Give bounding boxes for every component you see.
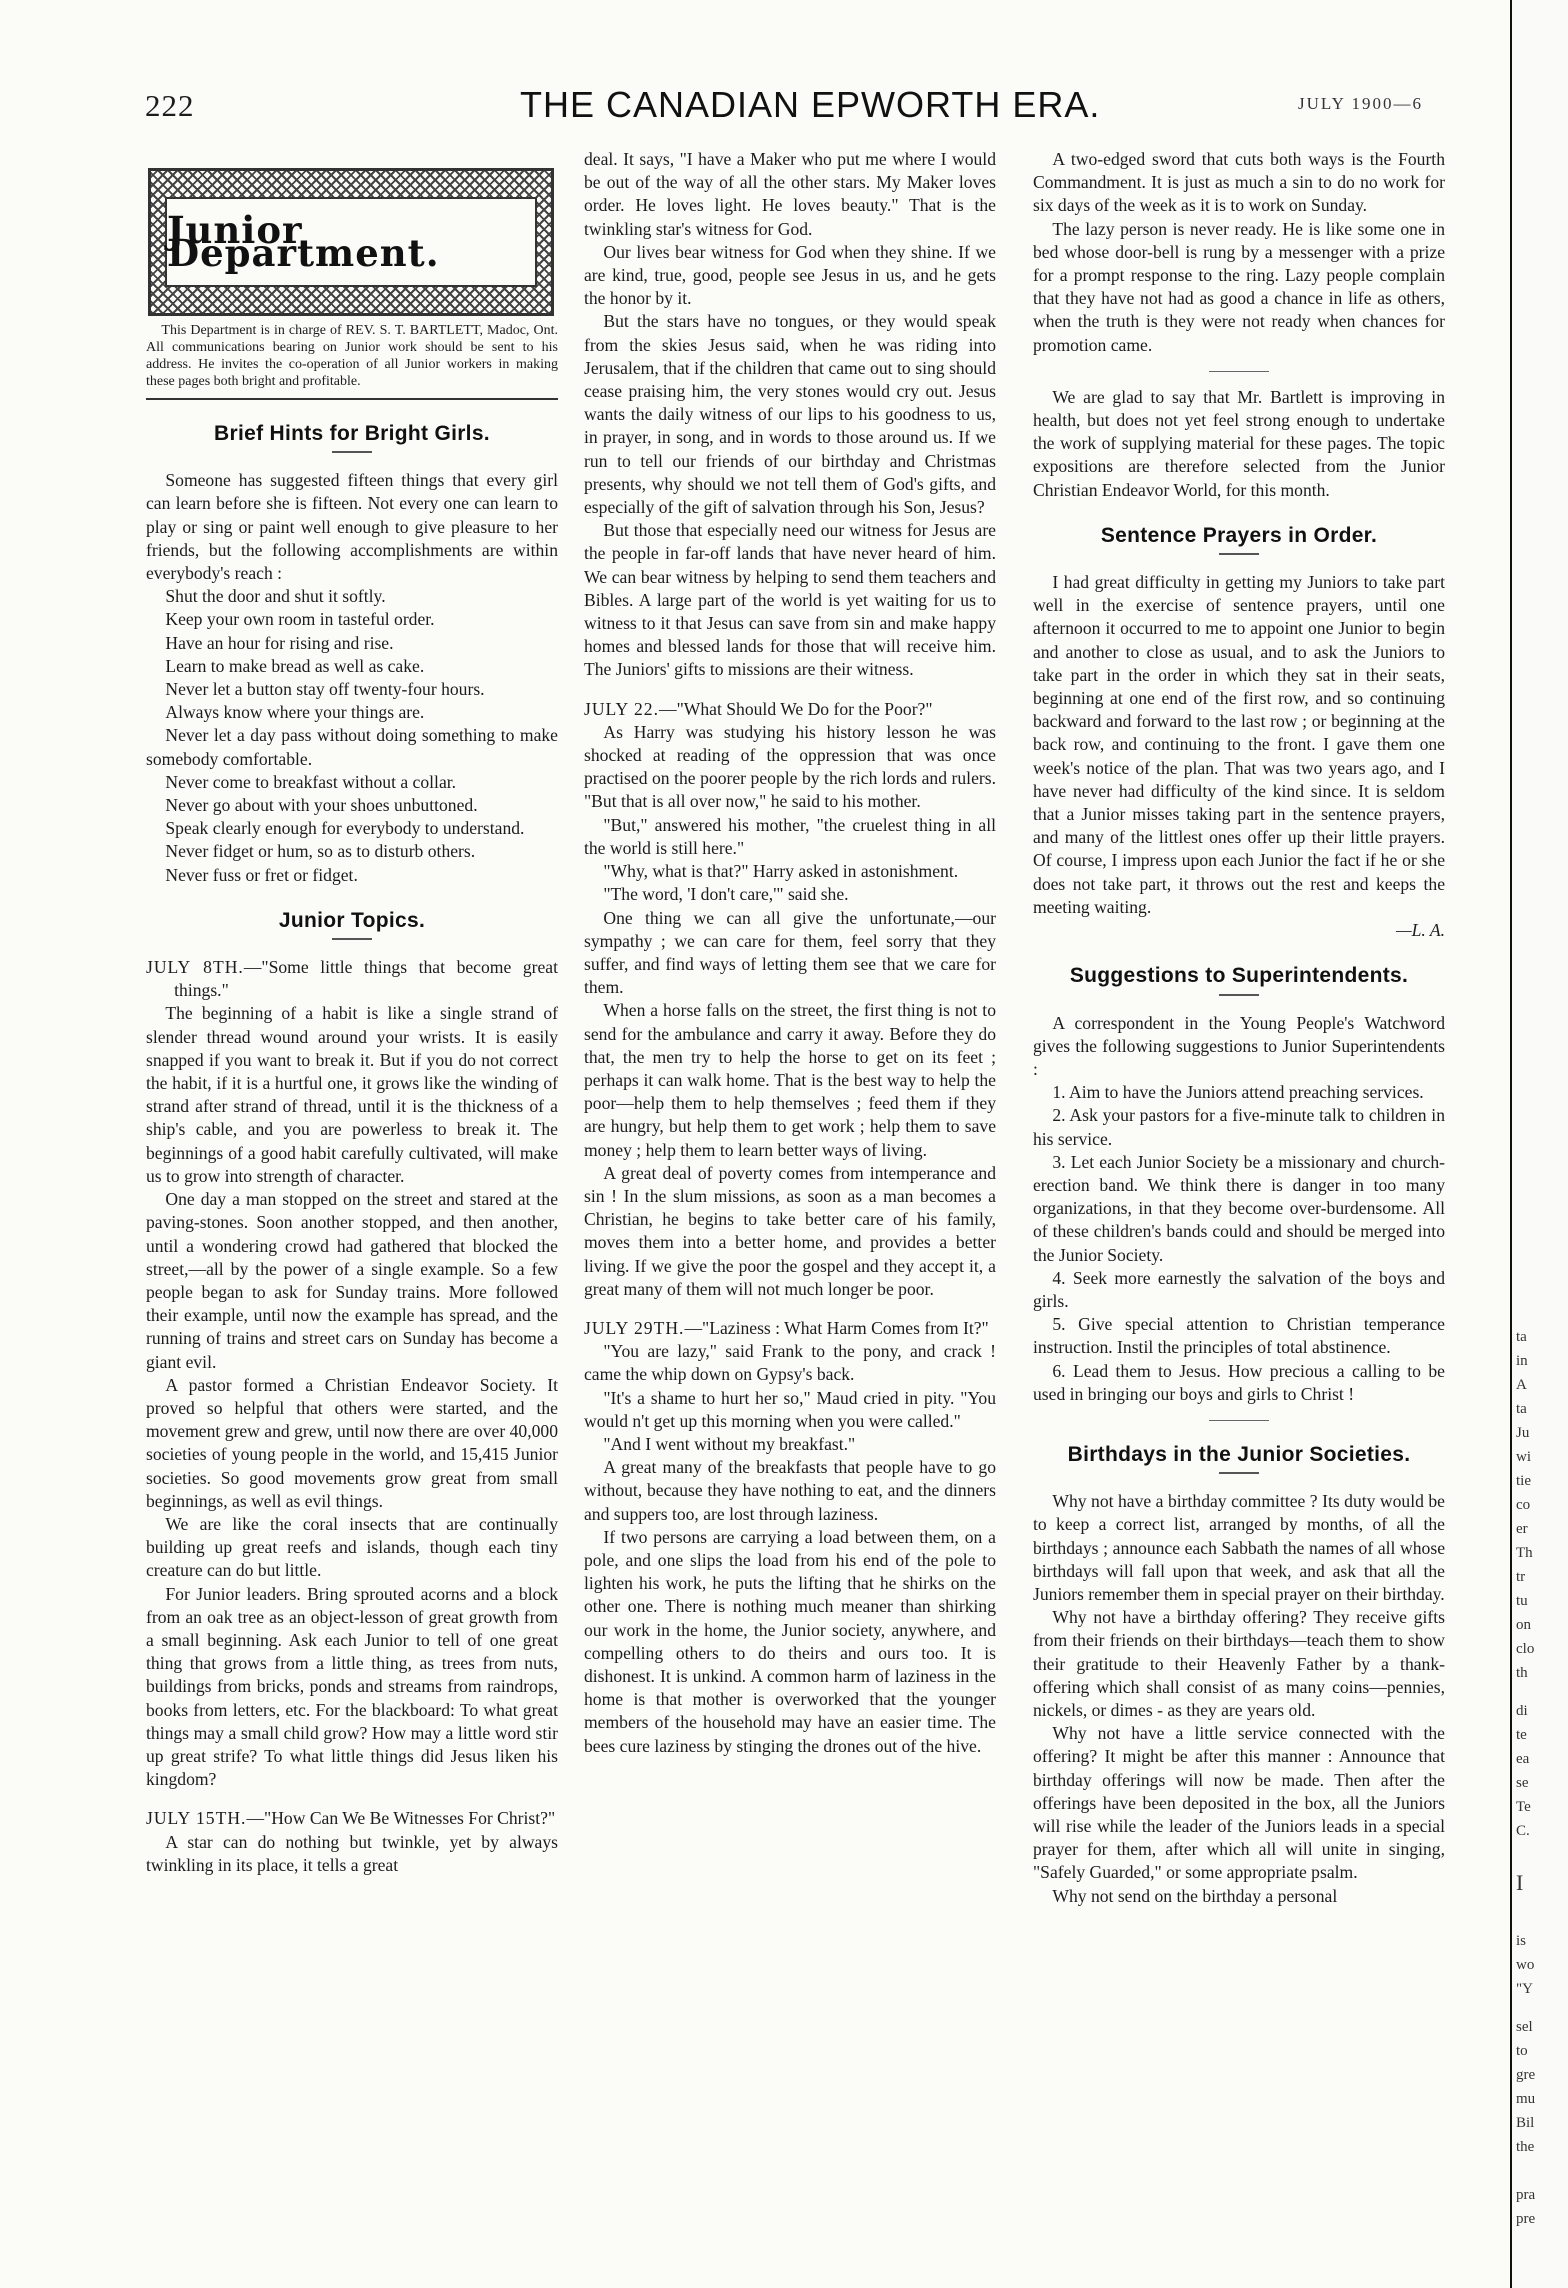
paragraph: One day a man stopped on the street and stared at the paving-stones. Soon another stopped, and then another, until a wondering crowd had gathered that blocked the street,—all by the power of a single example. So a few people began to ask for Sunday trains. More followed their example, until now the example has spread, and the running of trains and street cars on Sunday has become a giant evil. xyxy=(146,1189,558,1372)
paragraph: When a horse falls on the street, the first thing is not to send for the ambulance and carry it away. Before they do that, the men try to help the horse to get on its feet ; perhaps it can walk home. That is the best way to help the poor—help them to help themselves ; feed them if they are hungry, but help them to get work ; help them to save money ; help them to learn better ways of living. xyxy=(584,1000,996,1160)
list-item: 4. Seek more earnestly the salvation of the boys and girls. xyxy=(1033,1267,1445,1311)
fragment: the xyxy=(1516,2139,1535,2155)
publication-title: THE CANADIAN EPWORTH ERA. xyxy=(520,84,1101,125)
separator-rule xyxy=(1209,1420,1269,1421)
topic-title: —"How Can We Be Witnesses For Christ?" xyxy=(246,1808,556,1829)
suggestions-heading: Suggestions to Superintendents. xyxy=(1069,964,1409,988)
fragment: co xyxy=(1516,1497,1531,1513)
fragment: Th xyxy=(1516,1545,1533,1561)
paragraph: "And I went without my breakfast." xyxy=(603,1433,856,1454)
department-title: Junior Department. xyxy=(167,207,440,275)
list-item: 1. Aim to have the Juniors attend preaching services. xyxy=(1052,1082,1424,1103)
fragment: gre xyxy=(1516,2067,1536,2083)
topic-title: —"What Should We Do for the Poor?" xyxy=(658,698,933,719)
fragment: in xyxy=(1516,1353,1528,1369)
hint-item: Never come to breakfast without a collar. xyxy=(165,771,457,792)
fragment: pre xyxy=(1516,2211,1536,2227)
paragraph: "Why, what is that?" Harry asked in astonishment. xyxy=(603,861,959,882)
heading-rule xyxy=(332,451,372,453)
paragraph: For Junior leaders. Bring sprouted acorns and a block from an oak tree as an object-lesson of great growth from a small beginning. Ask each Junior to tell of one great thing that grows from a little thing, as trees from nuts, buildings from bricks, ponds and streams from raindrops, books from letters, etc. For the blackboard: To what great things may a small child grow? How may a little word stir up great strife? To what little things did Jesus liken his kingdom? xyxy=(146,1583,558,1790)
hints-heading: Brief Hints for Bright Girls. xyxy=(214,422,490,445)
paragraph: Why not have a little service connected with the offering? It might be after this manner : Announce that birthday offerings will now be made. Then after the offerings have been deposited in the box, all the Juniors will rise while the leader of the Juniors leads in a special prayer for them, after which all will unite in singing, "Safely Guarded," or some appropriate psalm. xyxy=(1033,1723,1445,1883)
paragraph: "The word, 'I don't care,'" said she. xyxy=(603,884,849,905)
topics-heading: Junior Topics. xyxy=(278,908,426,932)
topic-heading xyxy=(146,956,558,1002)
paragraph: The lazy person is never ready. He is like some one in bed whose door-bell is rung by a messenger with a prize for a prompt response to the ring. Lazy people complain that they have not had as good a chance in life as others, when the truth is they were not ready when chances for promotion came. xyxy=(1033,218,1445,355)
fragment: clo xyxy=(1516,1641,1535,1657)
fragment: wo xyxy=(1516,1957,1535,1973)
paragraph: "You are lazy," said Frank to the pony, and crack ! came the whip down on Gypsy's back. xyxy=(584,1341,996,1385)
paragraph: I had great difficulty in getting my Juniors to take part well in the exercise of sentence prayers, until one afternoon it occurred to me to appoint one Junior to begin and another to close as usual, and to ask the Juniors to take part in the order in which they sat in their seats, beginning at one end of the first row, and so continuing backward and forward to the last row ; or beginning at the back row, and continuing to the front. I gave them one week's notice of the plan. That was two years ago, and I have never had difficulty of the kind since. It is seldom that a Junior misses taking part in the sentence prayers, and many of the littlest ones offer up their little prayers. Of course, I impress upon each Junior the fact if he or she does not take part, it throws out the rest and keeps the meeting waiting. xyxy=(1033,572,1445,917)
issue-date: JULY 1900—6 xyxy=(1298,94,1423,113)
hint-item: Never fuss or fret or fidget. xyxy=(165,864,358,885)
hint-item: Never let a button stay off twenty-four hours. xyxy=(165,679,485,700)
paragraph: But those that especially need our witness for Jesus are the people in far-off lands that have never heard of him. We can bear witness by helping to send them teachers and Bibles. A large part of the world is yet waiting for us to witness to it that Jesus can save from sin and make happy homes and blessed lands for those that will receive him. The Juniors' gifts to missions are their witness. xyxy=(584,520,996,680)
paragraph: Why not send on the birthday a personal xyxy=(1052,1885,1338,1906)
hint-item: Never go about with your shoes unbuttoned. xyxy=(165,795,478,816)
column-3 xyxy=(1033,148,1445,1908)
paragraph: "But," answered his mother, "the cruelest thing in all the world is still here." xyxy=(584,814,996,858)
fragment: tie xyxy=(1516,1473,1531,1489)
fragment: to xyxy=(1516,2043,1528,2059)
fragment: Bil xyxy=(1516,2115,1535,2131)
fragment: Te xyxy=(1516,1799,1531,1815)
topic-date: JULY 8TH. xyxy=(146,957,244,978)
paragraph: A pastor formed a Christian Endeavor Society. It proved so helpful that others were started, and the movement grew and grew, until now there are over 40,000 societies of young people in the world, and 15,415 Junior societies. So good movements grow great from small beginnings, as well as evil things. xyxy=(146,1374,558,1511)
topic-heading xyxy=(584,698,996,721)
hint-item: Shut the door and shut it softly. xyxy=(165,586,386,607)
paragraph: If two persons are carrying a load between them, on a pole, and one slips the load from his end of the pole to lighten his work, he puts the lifting that he shirks on the other one. There is nothing much meaner than shirking our work in the home, the Junior society, anywhere, and compelling others to do theirs and ours too. It is dishonest. It is unkind. A common harm of laziness in the home is that mother is overworked that the younger members of the household may have an easier time. The bees cure laziness by stinging the drones out of the hive. xyxy=(584,1526,996,1756)
topic-heading xyxy=(146,1807,558,1830)
signature: —L. A. xyxy=(1395,920,1445,941)
heading-rule xyxy=(1219,1472,1259,1474)
paragraph: A great deal of poverty comes from intemperance and sin ! In the slum missions, as soon as a man becomes a Christian, he begins to take better care of his family, moves them into a better home, and provides a better living. If we give the poor the gospel and they accept it, a great many of them will not much longer be poor. xyxy=(584,1162,996,1299)
department-note: This Department is in charge of REV. S. T. BARTLETT, Madoc, Ont. All communications bearing on Junior work should be sent to his address. He invites the co-operation of all Junior workers in making these pages both bright and profitable. xyxy=(146,323,558,389)
list-item: 3. Let each Junior Society be a missionary and church-erection band. We think there is danger in too many organizations, in that they become over-burdensome. All of these children's bands could and should be merged into the Junior Society. xyxy=(1033,1151,1445,1265)
paragraph: A correspondent in the Young People's Watchword gives the following suggestions to Junior Superintendents : xyxy=(1033,1012,1445,1079)
banner-panel xyxy=(165,197,537,287)
page-number: 222 xyxy=(145,88,195,123)
fragment: er xyxy=(1516,1521,1528,1537)
department-rule xyxy=(146,398,558,400)
column-2 xyxy=(584,148,996,1758)
fragment: A xyxy=(1516,1377,1527,1393)
topic-date: JULY 29TH. xyxy=(584,1317,685,1338)
next-page-edge xyxy=(1512,0,1568,2288)
topic-heading xyxy=(584,1317,996,1340)
hint-item: Keep your own room in tasteful order. xyxy=(165,609,435,630)
paragraph: We are like the coral insects that are continually building up great reefs and islands, though each tiny creature can do but little. xyxy=(146,1513,558,1581)
fragment: wi xyxy=(1516,1449,1531,1465)
hints-list xyxy=(146,585,558,887)
heading-rule xyxy=(332,938,372,940)
fragment: sel xyxy=(1516,2019,1533,2035)
paragraph: But the stars have no tongues, or they would speak from the skies Jesus said, when he was riding into Jerusalem, that if the children that came out to sing should cease praising him, the very stones would cry out. Jesus wants the daily witness of our lips to his goodness to us, in prayer, in song, and in words to those around us. If we run to tell our friends of our birthday and Christmas presents, why should we not tell them of God's gifts, and especially of the gift of salvation through his Son, Jesus? xyxy=(584,311,996,518)
fragment: th xyxy=(1516,1665,1528,1681)
list-item: 6. Lead them to Jesus. How precious a calling to be used in bringing our boys and girls to Christ ! xyxy=(1033,1360,1445,1404)
fragment: di xyxy=(1516,1703,1528,1719)
list-item: 5. Give special attention to Christian temperance instruction. Instil the principles of total abstinence. xyxy=(1033,1314,1445,1358)
paragraph: A star can do nothing but twinkle, yet by always twinkling in its place, it tells a great xyxy=(146,1831,558,1875)
fragment: ea xyxy=(1516,1751,1530,1767)
paragraph: A two-edged sword that cuts both ways is the Fourth Commandment. It is just as much a sin to do no work for six days of the week as it is to work on Sunday. xyxy=(1033,149,1445,216)
paragraph: The beginning of a habit is like a single strand of slender thread wound around your wrists. It is easily snapped if you want to break it. But if you do not correct the habit, if it is a hurtful one, it grows like the winding of strand after strand of thread, until it is the thickness of a ship's cable, and you are powerless to break it. The beginnings of a good habit carefully cultivated, will make us to grow into strength of character. xyxy=(146,1003,558,1186)
paragraph: One thing we can all give the unfortunate,—our sympathy ; we can care for them, feel sorry that they suffer, and find ways of letting them see that we care for them. xyxy=(584,907,996,998)
separator-rule xyxy=(1209,371,1269,372)
hint-item: Never fidget or hum, so as to disturb others. xyxy=(165,841,476,862)
editor-note: We are glad to say that Mr. Bartlett is improving in health, but does not yet feel strong enough to undertake the work of supplying material for these pages. The topic expositions are therefore selected from the Junior Christian Endeavor World, for this month. xyxy=(1033,386,1445,500)
hint-item: Learn to make bread as well as cake. xyxy=(165,655,425,676)
paragraph: Our lives bear witness for God when they shine. If we are kind, true, good, people see Jesus in us, and he gets the honor by it. xyxy=(584,241,996,309)
fragment: I xyxy=(1516,1870,1524,1895)
fragment: pra xyxy=(1516,2187,1536,2203)
paragraph: As Harry was studying his history lesson he was shocked at reading of the oppression that was once practised on the poorer people by the rich lords and rulers. "But that is all over now," he said to his mother. xyxy=(584,721,996,812)
birthdays-heading: Birthdays in the Junior Societies. xyxy=(1067,1442,1411,1466)
fragment: C. xyxy=(1516,1823,1530,1839)
hint-item: Never let a day pass without doing something to make somebody comfortable. xyxy=(146,725,558,769)
hint-item: Speak clearly enough for everybody to understand. xyxy=(165,818,525,839)
fragment: Ju xyxy=(1516,1425,1530,1441)
fragment: te xyxy=(1516,1727,1527,1743)
paragraph: deal. It says, "I have a Maker who put me where I would be out of the way of all the other stars. My Maker loves order. He loves light. He loves beauty." That is the twinkling star's witness for God. xyxy=(584,149,996,239)
paragraph: Why not have a birthday committee ? Its duty would be to keep a correct list, arranged by months, of all the birthdays ; announce each Sabbath the names of all whose birthdays will fall upon that week, and ask that all the Juniors remember them in special prayer on their birthday. xyxy=(1033,1491,1445,1604)
topic-date: JULY 22. xyxy=(584,698,659,719)
list-item: 2. Ask your pastors for a five-minute talk to children in his service. xyxy=(1033,1105,1445,1149)
fragment: ta xyxy=(1516,1401,1527,1417)
fragment: tr xyxy=(1516,1569,1526,1585)
paragraph: "It's a shame to hurt her so," Maud cried in pity. "You would n't get up this morning when you were called." xyxy=(584,1387,996,1431)
fragment: ta xyxy=(1516,1329,1527,1345)
fragment: on xyxy=(1516,1617,1531,1633)
paragraph: Why not have a birthday offering? They receive gifts from their friends on their birthdays—teach them to show their gratitude to their Heavenly Father by a thank-offering which shall consist of as many coins—pennies, nickels, or dimes - as they are years old. xyxy=(1033,1607,1445,1720)
fragment: mu xyxy=(1516,2091,1536,2107)
topic-title: —"Laziness : What Harm Comes from It?" xyxy=(684,1317,989,1338)
department-banner xyxy=(148,168,554,316)
topic-date: JULY 15TH. xyxy=(146,1808,247,1829)
fragment: tu xyxy=(1516,1593,1528,1609)
fragment: se xyxy=(1516,1775,1529,1791)
topic-title: —"Some little things that become great things." xyxy=(174,957,559,1001)
heading-rule xyxy=(1219,994,1259,996)
column-1 xyxy=(146,148,558,1877)
hints-intro: Someone has suggested fifteen things that every girl can learn before she is fifteen. Not every one can learn to play or sing or paint well enough to give pleasure to her friends, but the following accomplishments are within everybody's reach : xyxy=(146,470,558,584)
fragment: "Y xyxy=(1516,1981,1533,1997)
heading-rule xyxy=(1219,553,1259,555)
paragraph: A great many of the breakfasts that people have to go without, because they have nothing to eat, and the dinners and suppers too, are lost through laziness. xyxy=(584,1457,996,1524)
hint-item: Have an hour for rising and rise. xyxy=(165,632,394,653)
prayers-heading: Sentence Prayers in Order. xyxy=(1100,523,1378,547)
fragment: is xyxy=(1516,1933,1527,1949)
hint-item: Always know where your things are. xyxy=(165,702,425,723)
